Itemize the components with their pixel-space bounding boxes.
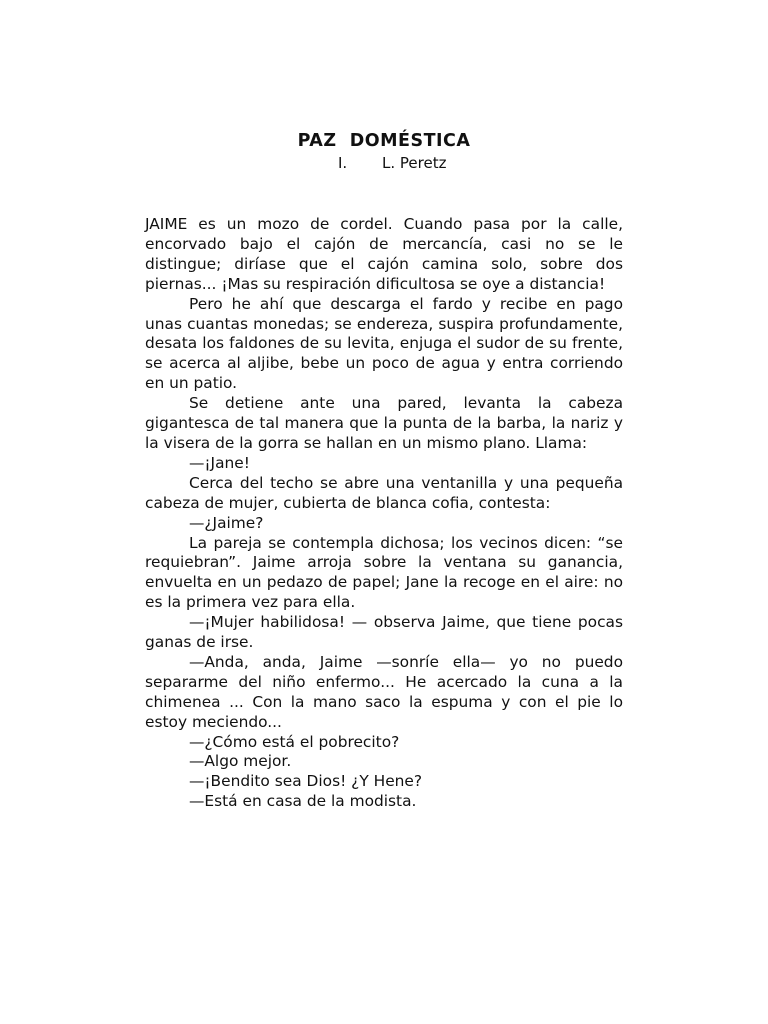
paragraph: Pero he ahí que descarga el fardo y recibe en pago unas cuantas monedas; se endereza, suspira profundamente, desata los faldones de su levita, enjuga el sudor de su frente, se acerca al aljibe, bebe un poco de agua y entra corriendo en un patio. bbox=[145, 294, 623, 393]
document-body bbox=[145, 215, 623, 812]
document-title: PAZ DOMÉSTICA bbox=[297, 131, 471, 151]
author-name: L. Peretz bbox=[382, 154, 447, 172]
paragraph: La pareja se contempla dichosa; los vecinos dicen: “se requiebran”. Jaime arroja sobre la ventana su ganancia, envuelta en un pedazo de papel; Jane la recoge en el aire: no es la primera vez para ella. bbox=[145, 533, 623, 612]
dialogue-line: —Algo mejor. bbox=[189, 752, 292, 771]
dialogue-line: —¿Cómo está el pobrecito? bbox=[189, 732, 400, 751]
chapter-number: I. bbox=[338, 154, 348, 172]
dialogue-line: —Anda, anda, Jaime —sonríe ella— yo no puedo separarme del niño enfermo... He acercado la cuna a la chimenea ... Con la mano saco la espuma y con el pie lo estoy meciendo... bbox=[145, 652, 623, 731]
dialogue-line: —¡Bendito sea Dios! ¿Y Hene? bbox=[189, 772, 423, 791]
dialogue-line: —¡Jane! bbox=[189, 453, 250, 472]
dialogue-line: —¿Jaime? bbox=[189, 513, 264, 532]
paragraph: Cerca del techo se abre una ventanilla y una pequeña cabeza de mujer, cubierta de blanca cofia, contesta: bbox=[145, 473, 623, 512]
dialogue-line: —¡Mujer habilidosa! — observa Jaime, que tiene pocas ganas de irse. bbox=[145, 613, 623, 652]
paragraph: JAIME es un mozo de cordel. Cuando pasa por la calle, encorvado bajo el cajón de mercancía, casi no se le distingue; diríase que el cajón camina solo, sobre dos piernas... ¡Mas su respiración dificultosa se oye a distancia! bbox=[145, 215, 623, 293]
dialogue-line: —Está en casa de la modista. bbox=[189, 792, 417, 811]
paragraph: Se detiene ante una pared, levanta la cabeza gigantesca de tal manera que la punta de la barba, la nariz y la visera de la gorra se hallan en un mismo plano. Llama: bbox=[145, 394, 623, 452]
